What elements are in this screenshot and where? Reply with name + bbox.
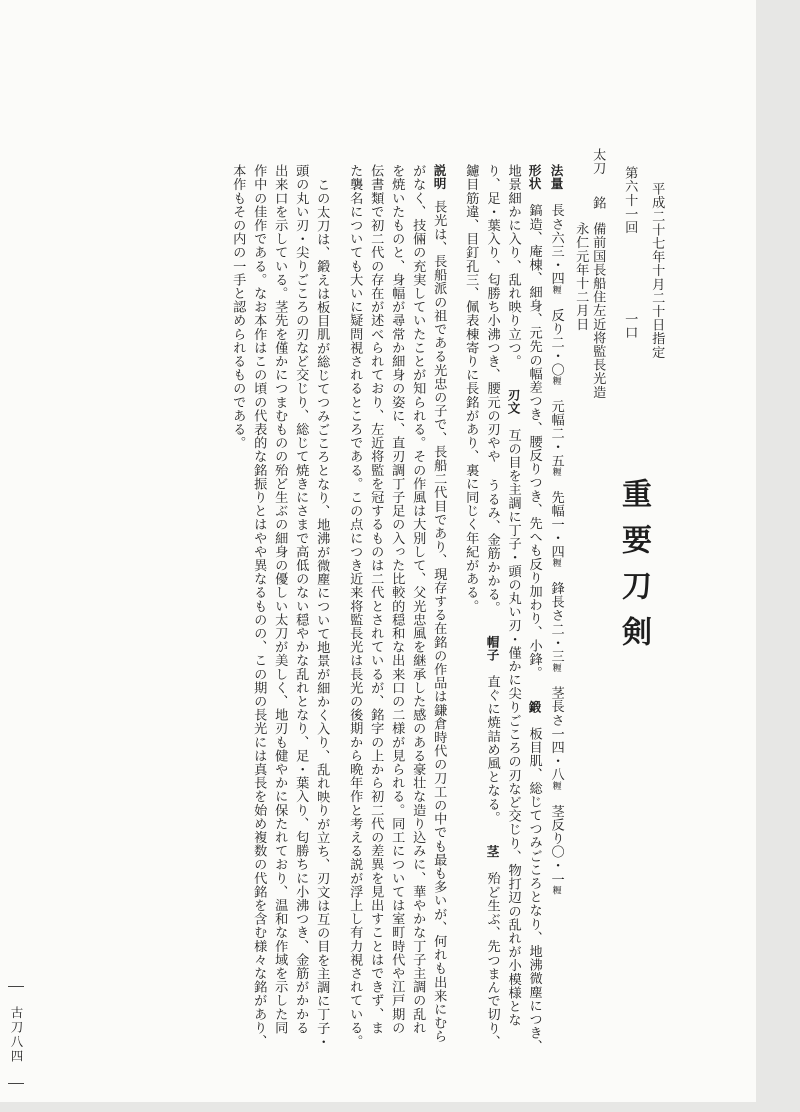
forging-label: 鍛	[526, 700, 542, 714]
shape-line: 形状 鎬造、庵棟、細身、元先の幅差つき、腰反りつき、先へも反り加わり、小鋒。 鍛 板目肌、総じてつみごころとなり、地沸微塵につき、	[526, 164, 542, 1054]
page-number: 古刀八四	[8, 986, 24, 1084]
item-count: 一口	[622, 312, 638, 340]
inscription-line-1: 備前国長船住左近将監長光造	[590, 222, 606, 399]
length: 長さ	[548, 203, 564, 231]
curvature: 反り	[548, 308, 564, 336]
explanation-line: 伝書類で初二代の存在が述べられており、左近将監を冠するものは二代とされているが、銘字の上から初二代の差異を見出すことはできず、ま	[368, 164, 384, 1035]
tip-width: 先幅	[548, 490, 564, 518]
shape-label: 形状	[526, 164, 542, 190]
explanation-line: 頭の丸い刃・尖りごころの刃など交じり、総じて焼きにさまで高低のない穏やかな乱れとなり、足・葉入り、匂勝ちに小沸つき、金筋がかかる	[293, 164, 309, 1035]
designation-date: 平成二十七年十月二十日指定	[649, 182, 665, 359]
explanation-line: がなく、技倆の充実していたことが知られる。その作風は大別して、父光忠風を継承した感のある豪壮な造り込みに、華やかな丁子主調の乱れ	[410, 164, 426, 1035]
explanation-label: 説明	[431, 164, 447, 190]
explanation-line: 出来口を示している。茎先を僅かにつまむものの殆ど生ぶの細身の優しい太刀が美しく、地刃も健やかに保たれており、温和な作域を示した同	[272, 164, 288, 1035]
session-number: 第六十一回	[622, 166, 638, 234]
measurements-label: 法量	[548, 164, 564, 190]
inscription-line-2: 永仁元年十二月日	[573, 222, 589, 331]
page-edge	[756, 0, 800, 1112]
page-title: 重要刀剣	[616, 478, 651, 662]
nakago-label: 茎	[484, 845, 500, 859]
boshi-label: 帽子	[484, 635, 500, 662]
page-edge-bottom	[0, 1102, 800, 1112]
explanation-line: を焼いたものと、身幅が尋常か細身の姿に、直刃調丁子足の入った比較的穏和な出来口の二様が見られる。同工については室町時代や江戸期の	[389, 164, 405, 1035]
hamon-label: 刃文	[505, 388, 521, 415]
explanation-line: 作中の佳作である。なお本作はこの頃の代表的な銘振りとはやや異なるものの、この期の長光には真長を始め複数の代銘を含む様々な銘があり、	[251, 164, 267, 1048]
base-width: 元幅	[548, 399, 564, 427]
shape-line-3: り、足・葉入り、匂勝ち小沸つき、腰元の刃やや うるみ、金筋かかる。 帽子 直ぐに焼詰め風となる。 茎 殆ど生ぶ、先つまんで切り、	[484, 164, 500, 1049]
shape-line-4: 鑢目筋違、目釘孔三、佩表棟寄りに長銘があり、裏に同じく年紀がある。	[463, 164, 479, 613]
explanation-line: この太刀は、鍛えは板目肌が総じてつみごころとなり、地沸が微塵について地景が細かく入り、乱れ映りが立ち、刃文は互の目を主調に丁子・	[314, 178, 330, 1049]
tang-curvature: 茎反り	[548, 804, 564, 846]
measurements-line: 法量 長さ六三・四糎 反り二・〇糎 元幅二・五糎 先幅一・四糎 鋒長さ二・三糎 茎長さ一四・八糎 茎反り〇・一糎	[548, 164, 564, 896]
mei-label: 銘	[590, 196, 606, 210]
explanation-line: 本作もその内の一手と認められるものである。	[230, 164, 246, 450]
kissaki-length: 鋒長さ	[548, 581, 564, 623]
explanation-line: 長光は、長船派の祖である光忠の子で、長船二代目であり、現存する在銘の作品は鎌倉時代の刀工の中でも最も多いが、何れも出来にむら	[431, 200, 447, 1044]
explanation-line: た襲名についても大いに疑問視されるところである。この点につき近来将監長光は長光の後期から晩年作と考える説が浮上し有力視されている。	[347, 164, 363, 1048]
shape-line-2: 地景細かに入り、乱れ映り立つ。 刃文 互の目を主調に丁子・頭の丸い刃・僅かに尖りごころの刃など交じり、物打辺の乱れが小模様とな	[505, 164, 521, 1027]
blade-type: 太刀	[590, 148, 606, 176]
tang-length: 茎長さ	[548, 685, 564, 727]
